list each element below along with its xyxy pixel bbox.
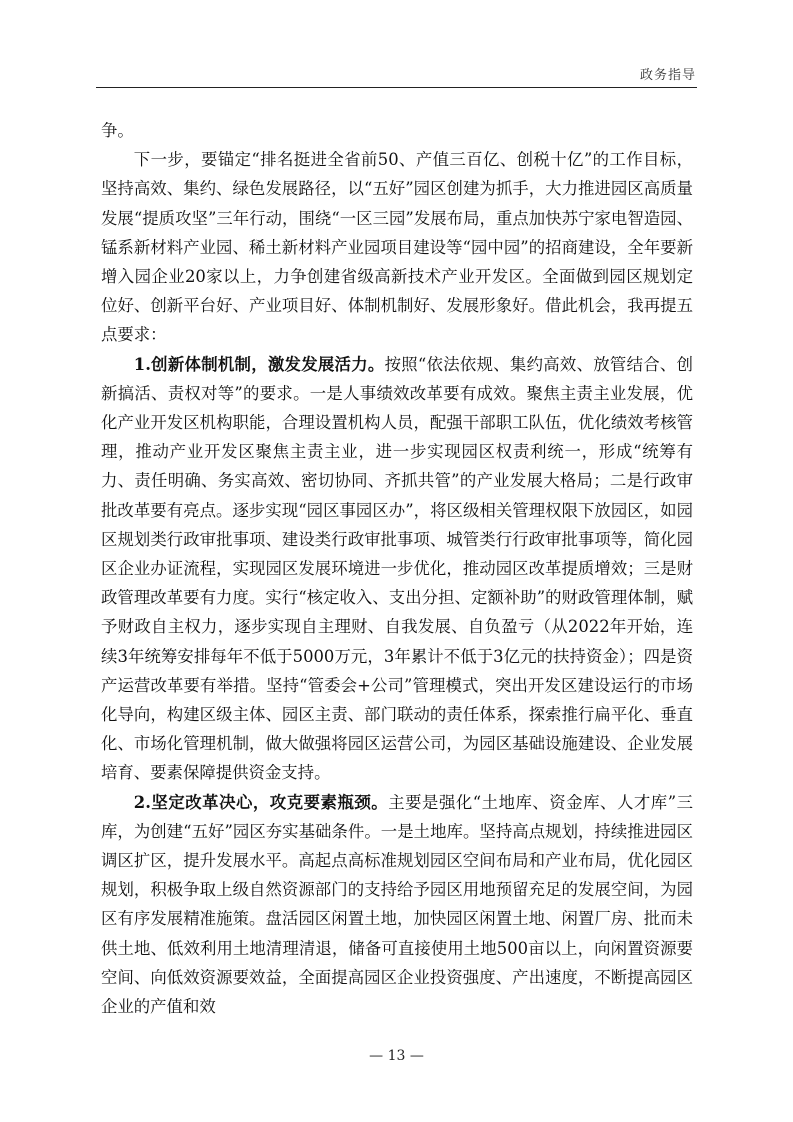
section-header-label: 政务指导 [639, 68, 696, 83]
paragraph-requirement-1 [101, 350, 693, 788]
paragraph-text: 按照“依法依规、集约高效、放管结合、创新搞活、责权对等”的要求。一是人事绩效改革要有成效。聚焦主责主业发展，优化产业开发区机构职能，合理设置机构人员，配强干部职工队伍，优化绩效考核管理，推动产业开发区聚焦主责主业，进一步实现园区权责利统一，形成“统筹有力、责任明确、务实高效、密切协同、齐抓共管”的产业发展大格局；二是行政审批改革要有亮点。逐步实现“园区事园区办”，将区级相关管理权限下放园区，如园区规划类行政审批事项、建设类行政审批事项、城管类行行政审批事项等，简化园区企业办证流程，实现园区发展环境进一步优化，推动园区改革提质增效；三是财政管理改革要有力度。实行“核定收入、支出分担、定额补助”的财政管理体制，赋予财政自主权力，逐步实现自主理财、自我发展、自负盈亏（从2022年开始，连续3年统筹安排每年不低于5000万元，3年累计不低于3亿元的扶持资金）；四是资产运营改革要有举措。坚持“管委会+公司”管理模式，突出开发区建设运行的市场化导向，构建区级主体、园区主责、部门联动的责任体系，探索推行扁平化、垂直化、市场化管理机制，做大做强将园区运营公司，为园区基础设施建设、企业发展培育、要素保障提供资金支持。 [101, 354, 693, 783]
document-body [101, 116, 693, 1021]
header-divider [96, 87, 697, 88]
page-number: — 13 — [369, 1048, 424, 1064]
paragraph-continuation [101, 116, 693, 145]
paragraph-text: 争。 [101, 121, 134, 140]
requirement-heading: 1.创新体制机制，激发发展活力。 [133, 354, 385, 374]
paragraph-next-steps [101, 145, 693, 349]
requirement-heading: 2.坚定改革决心，攻克要素瓶颈。 [133, 792, 389, 812]
paragraph-requirement-2 [101, 788, 693, 1022]
paragraph-text: 下一步，要锚定“排名挺进全省前50、产值三百亿、创税十亿”的工作目标，坚持高效、集约、绿色发展路径，以“五好”园区创建为抓手，大力推进园区高质量发展“提质攻坚”三年行动，围绕“一区三园”发展布局，重点加快苏宁家电智造园、锰系新材料产业园、稀土新材料产业园项目建设等“园中园”的招商建设，全年要新增入园企业20家以上，力争创建省级高新技术产业开发区。全面做到园区规划定位好、创新平台好、产业项目好、体制机制好、发展形象好。借此机会，我再提五点要求： [101, 150, 693, 345]
paragraph-text: 主要是强化“土地库、资金库、人才库”三库，为创建“五好”园区夯实基础条件。一是土地库。坚持高点规划，持续推进园区调区扩区，提升发展水平。高起点高标准规划园区空间布局和产业布局，优化园区规划，积极争取上级自然资源部门的支持给予园区用地预留充足的发展空间，为园区有序发展精准施策。盘活园区闲置土地，加快园区闲置土地、闲置厂房、批而未供土地、低效利用土地清理清退，储备可直接使用土地500亩以上，向闲置资源要空间、向低效资源要效益，全面提高园区企业投资强度、产出速度，不断提高园区企业的产值和效 [101, 792, 693, 1017]
